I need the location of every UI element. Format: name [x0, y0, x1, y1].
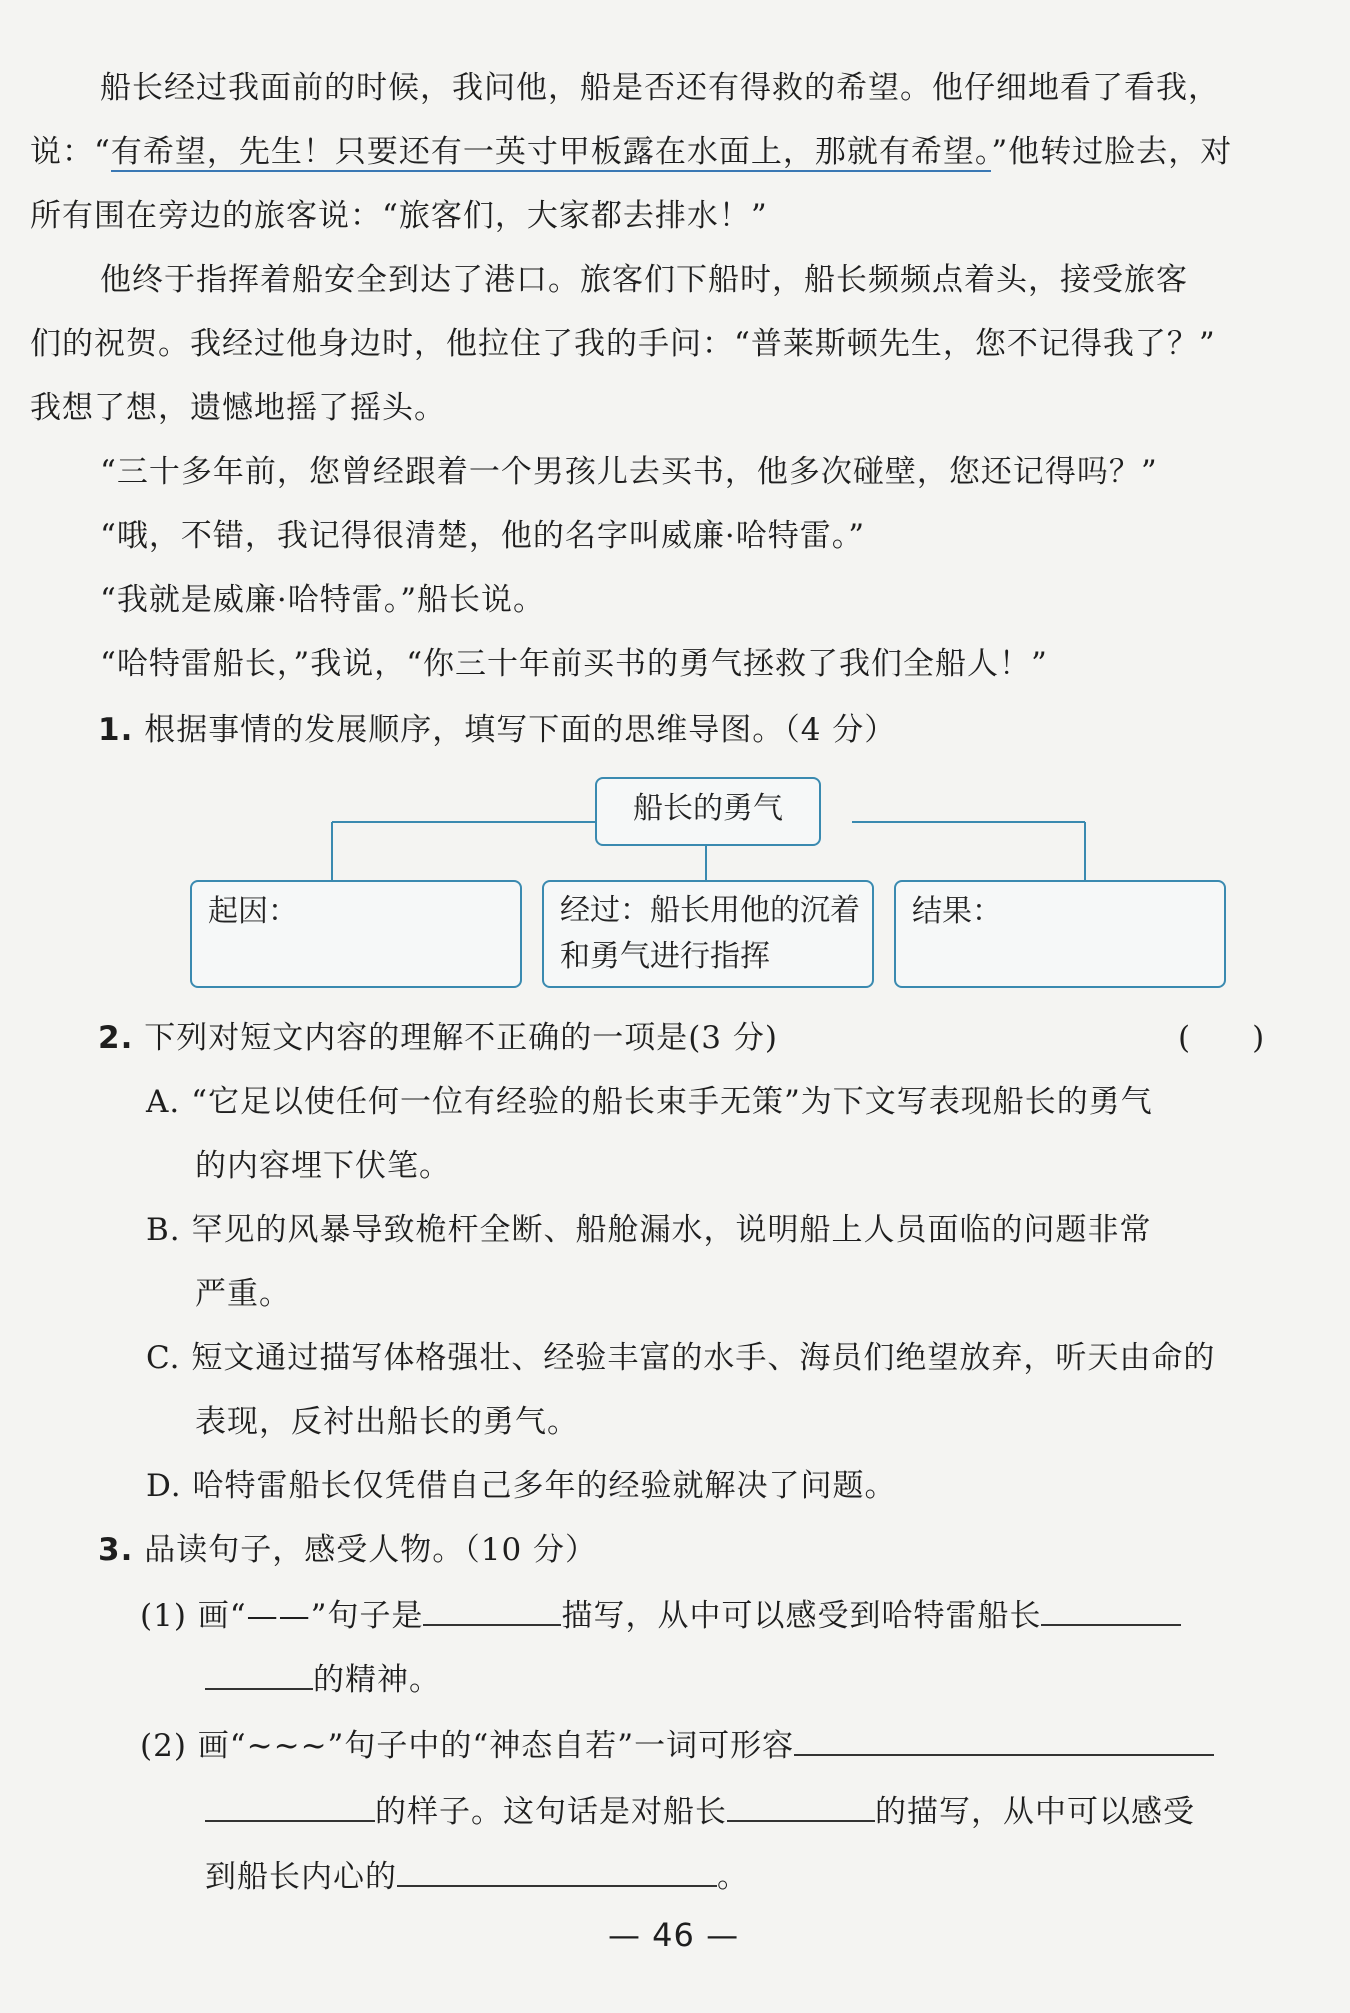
option-text: 哈特雷船长仅凭借自己多年的经验就解决了问题。 [192, 1468, 897, 1504]
question-number: 3. [98, 1532, 134, 1568]
answer-blank[interactable] [727, 1790, 875, 1822]
story-text: ”他转过脸去，对 [991, 134, 1233, 170]
option-c [146, 1338, 1215, 1378]
answer-blank[interactable] [205, 1658, 313, 1690]
story-text: 说：“ [30, 134, 111, 170]
question-number: 2. [98, 1020, 134, 1056]
option-b-cont: 严重。 [195, 1276, 291, 1312]
story-line: “哈特雷船长，”我说，“你三十年前买书的勇气拯救了我们全船人！” [100, 646, 1048, 682]
question-text: 下列对短文内容的理解不正确的一项是(3 分) [144, 1020, 778, 1056]
question-3 [98, 1530, 597, 1570]
sub-text: 的描写，从中可以感受 [875, 1794, 1195, 1830]
option-c-cont: 表现，反衬出船长的勇气。 [195, 1404, 579, 1440]
answer-blank[interactable] [397, 1855, 717, 1887]
sub-text: 的精神。 [313, 1662, 441, 1698]
sub-text: 描写，从中可以感受到哈特雷船长 [561, 1598, 1042, 1634]
answer-blank[interactable] [205, 1790, 375, 1822]
story-line: “三十多年前，您曾经跟着一个男孩儿去买书，他多次碰壁，您还记得吗？” [100, 454, 1158, 490]
page-number: — 46 — [608, 1916, 740, 1954]
subquestion-2-cont2 [205, 1855, 749, 1897]
option-a [146, 1082, 1153, 1122]
sub-text: 。 [717, 1859, 749, 1895]
subquestion-1-cont [205, 1658, 441, 1700]
answer-blank[interactable] [794, 1724, 1214, 1756]
subquestion-2-cont [205, 1790, 1195, 1832]
option-d [146, 1466, 896, 1506]
question-number: 1. [98, 712, 134, 748]
result-label: 结果： [912, 894, 1002, 929]
story-line: 船长经过我面前的时候，我问他，船是否还有得救的希望。他仔细地看了看我， [100, 70, 1220, 106]
story-line: 他终于指挥着船安全到达了港口。旅客们下船时，船长频频点着头，接受旅客 [100, 262, 1188, 298]
answer-blank[interactable] [1041, 1594, 1181, 1626]
sub-text: 的样子。这句话是对船长 [375, 1794, 727, 1830]
sub-label: (2) [140, 1728, 187, 1764]
straight-underlined-sentence: 有希望，先生！只要还有一英寸甲板露在水面上，那就有希望。 [110, 134, 992, 170]
option-b [146, 1210, 1152, 1250]
question-text: 根据事情的发展顺序，填写下面的思维导图。（4 分） [144, 712, 897, 748]
story-line: 所有围在旁边的旅客说：“旅客们，大家都去排水！” [30, 198, 768, 234]
question-2 [98, 1018, 778, 1058]
mind-map-result-box[interactable] [894, 880, 1226, 988]
process-line: 和勇气进行指挥 [560, 939, 770, 974]
cause-label: 起因： [208, 894, 298, 929]
mind-map-root: 船长的勇气 [595, 777, 821, 846]
question-text: 品读句子，感受人物。（10 分） [144, 1532, 598, 1568]
story-line: 们的祝贺。我经过他身边时，他拉住了我的手问：“普莱斯顿先生，您不记得我了？” [30, 326, 1216, 362]
story-line: 我想了想，遗憾地摇了摇头。 [30, 390, 446, 426]
option-a-cont: 的内容埋下伏笔。 [195, 1148, 451, 1184]
option-text: 短文通过描写体格强壮、经验丰富的水手、海员们绝望放弃，听天由命的 [191, 1340, 1216, 1376]
option-text: 罕见的风暴导致桅杆全断、船舱漏水，说明船上人员面临的问题非常 [191, 1212, 1152, 1248]
process-line: 经过：船长用他的沉着 [560, 893, 860, 928]
sub-text: 画“——”句子是 [197, 1598, 424, 1634]
option-label: C. [146, 1340, 181, 1376]
subquestion-2 [140, 1724, 1214, 1766]
mind-map-cause-box[interactable] [190, 880, 522, 988]
answer-paren[interactable]: ( ) [1178, 1020, 1265, 1056]
mind-map-process-box [542, 880, 874, 988]
story-line: “哦，不错，我记得很清楚，他的名字叫威廉·哈特雷。” [100, 518, 866, 554]
sub-label: (1) [140, 1598, 187, 1634]
option-label: A. [146, 1084, 181, 1120]
option-text: “它足以使任何一位有经验的船长束手无策”为下文写表现船长的勇气 [191, 1084, 1153, 1120]
sub-text: 到船长内心的 [205, 1859, 397, 1895]
option-label: B. [146, 1212, 181, 1248]
sub-text: 画“~~~”句子中的“神态自若”一词可形容 [197, 1728, 795, 1764]
answer-blank[interactable] [423, 1594, 561, 1626]
story-line: “我就是威廉·哈特雷。”船长说。 [100, 582, 546, 618]
option-label: D. [146, 1468, 182, 1504]
subquestion-1 [140, 1594, 1181, 1636]
